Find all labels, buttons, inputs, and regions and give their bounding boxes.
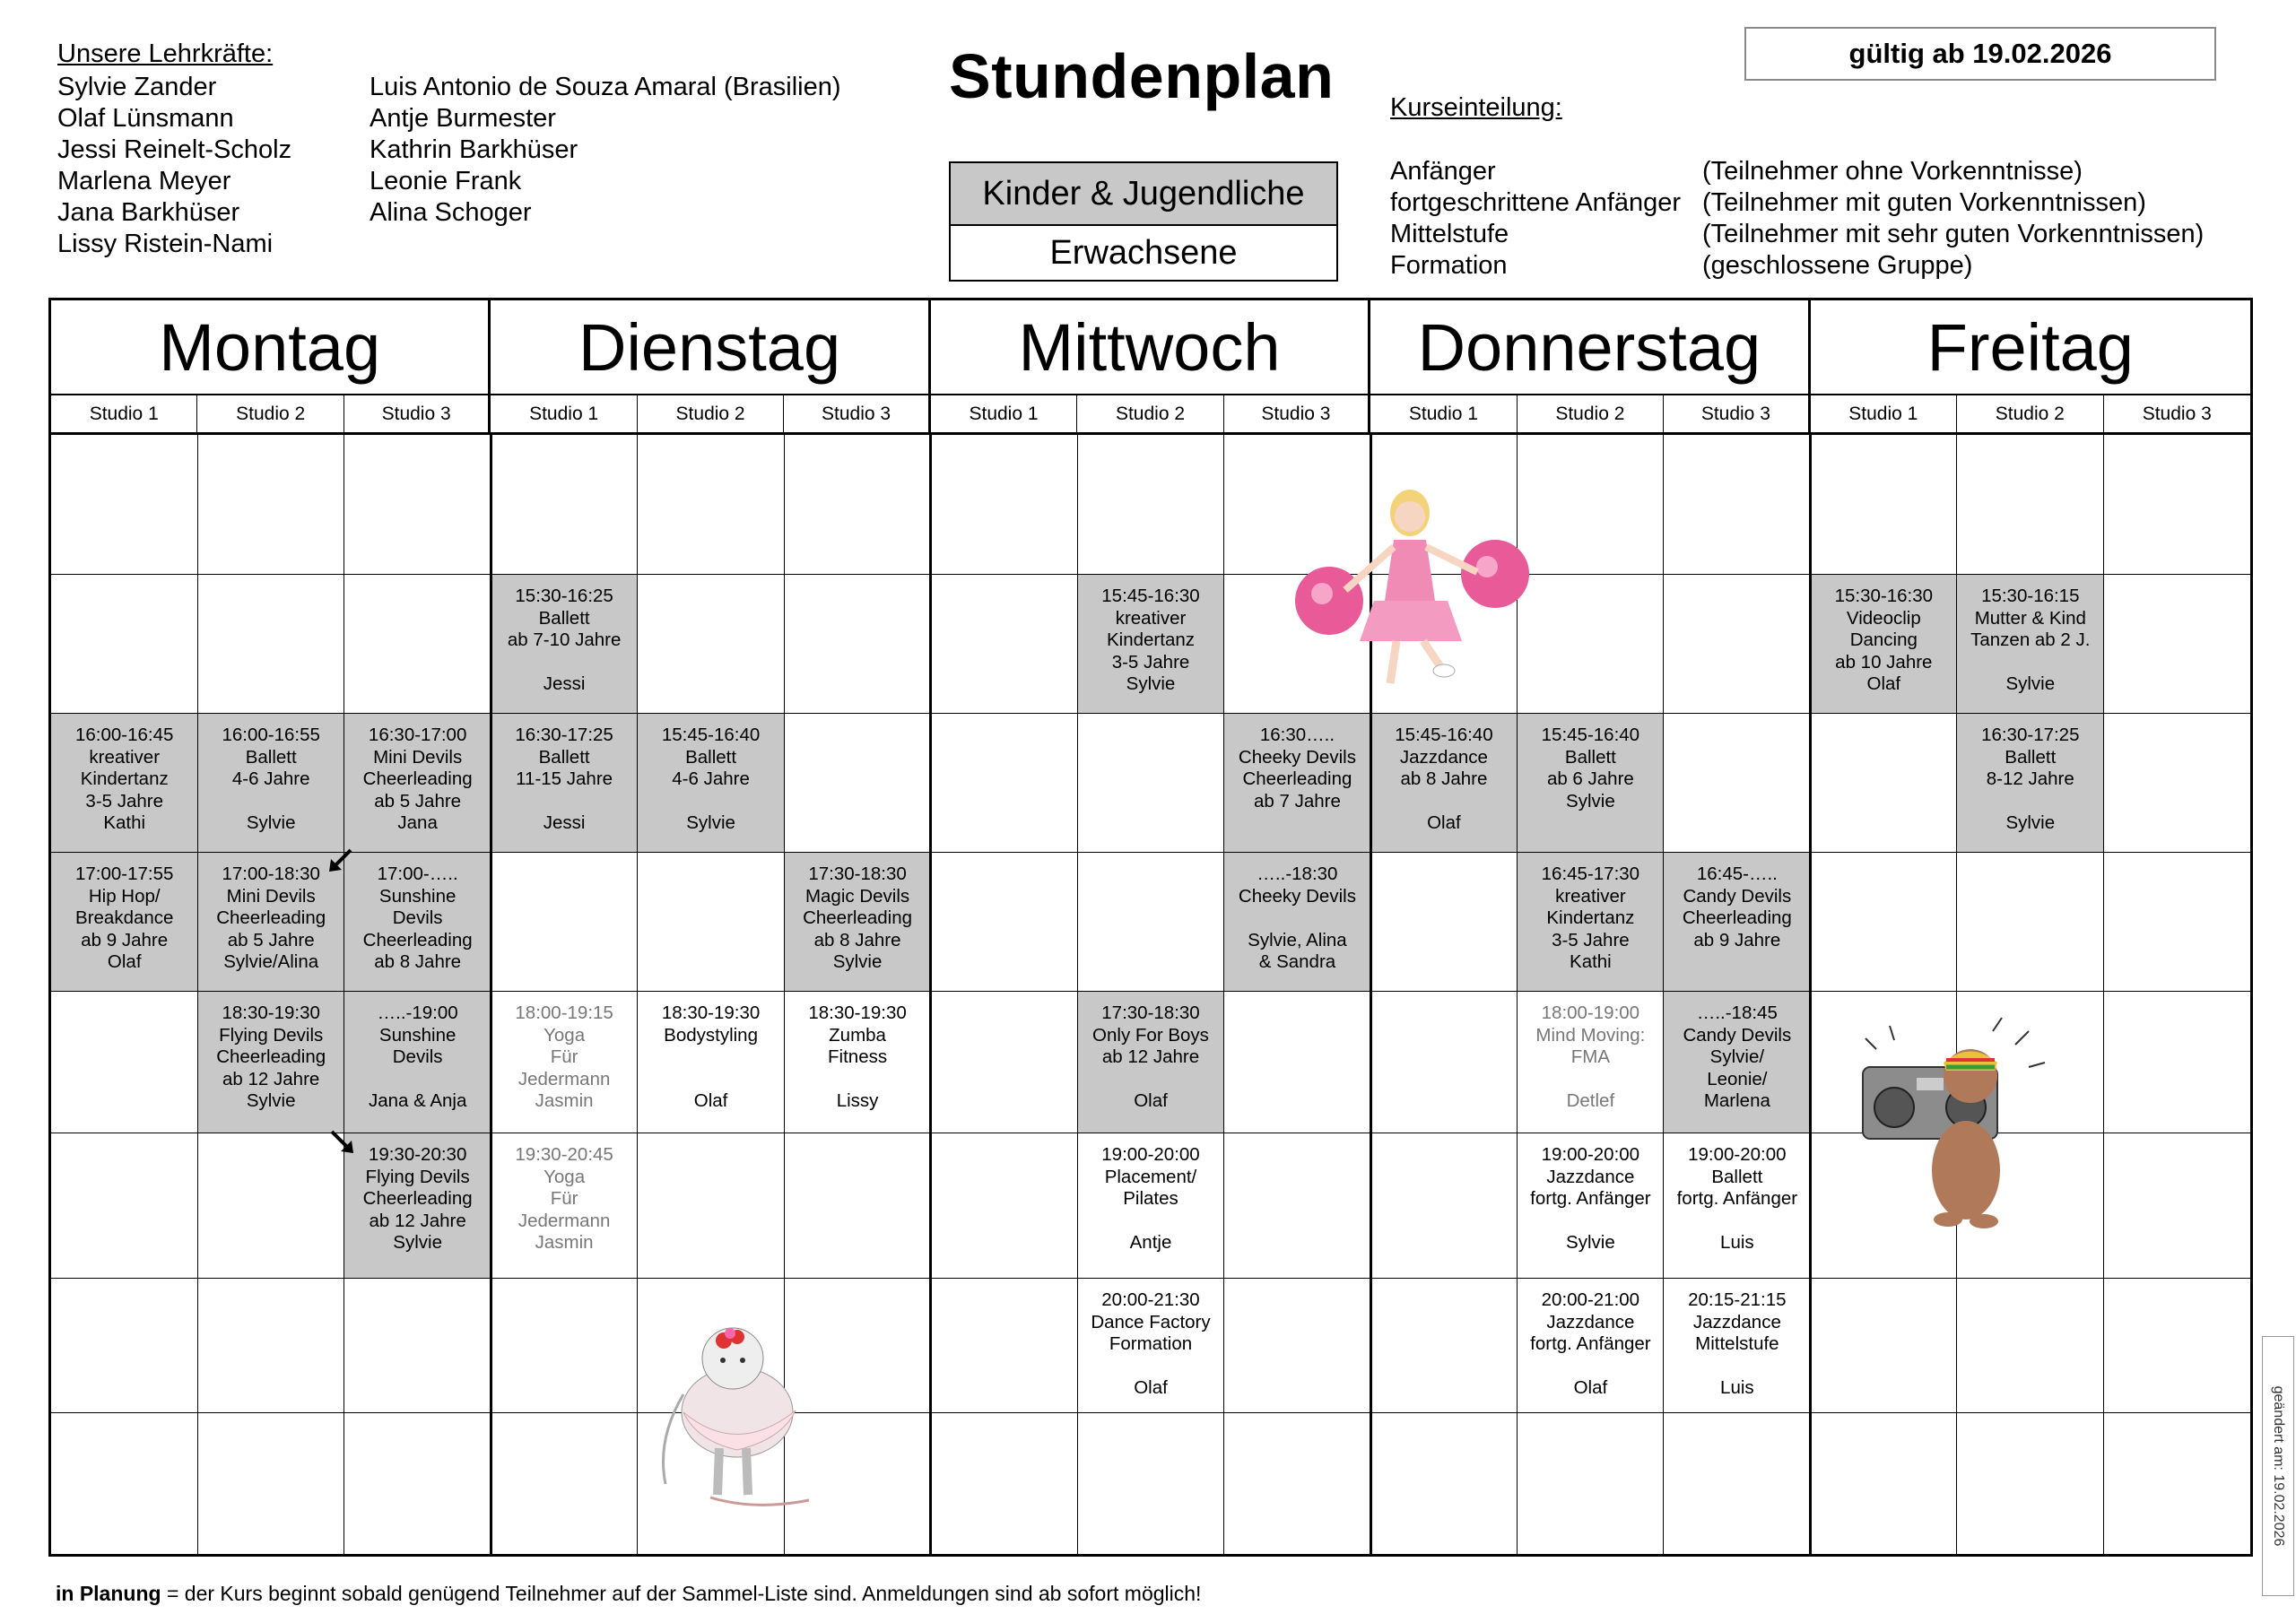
teachers-list-2 bbox=[370, 72, 841, 229]
class-slot: 20:00-21:00 Jazzdance fortg. Anfänger Olaf bbox=[1530, 1289, 1651, 1399]
class-slot: 15:45-16:40 Jazzdance ab 8 Jahre Olaf bbox=[1370, 713, 1517, 852]
changed-date-box bbox=[2262, 1336, 2294, 1596]
grid-hline bbox=[51, 1278, 2250, 1279]
teachers-list-1 bbox=[57, 72, 291, 260]
class-slot: 16:45-17:30 kreativer Kindertanz 3-5 Jahre Kathi bbox=[1518, 852, 1664, 991]
course-desc: (Teilnehmer ohne Vorkenntnisse) bbox=[1702, 157, 2083, 186]
teacher-name: Lissy Ristein-Nami bbox=[57, 230, 274, 258]
grid-hline bbox=[51, 713, 2250, 714]
studio-header: Studio 1 bbox=[1370, 395, 1517, 433]
day-header-donnerstag: Donnerstag bbox=[1370, 300, 1810, 394]
grid-vline bbox=[929, 435, 932, 1554]
class-slot: 19:30-20:45 Yoga Für Jedermann Jasmin bbox=[515, 1144, 613, 1254]
course-row bbox=[1390, 187, 2204, 219]
teacher-name: Luis Antonio de Souza Amaral (Brasilien) bbox=[370, 73, 841, 101]
page-title: Stundenplan bbox=[949, 41, 1335, 111]
legend-adults: Erwachsene bbox=[1049, 233, 1238, 272]
grid-vline bbox=[490, 435, 492, 1554]
class-slot: 18:30-19:30 Bodystyling Olaf bbox=[661, 1002, 761, 1112]
course-name: Mittelstufe bbox=[1390, 220, 1509, 248]
class-slot: 16:30….. Cheeky Devils Cheerleading ab 7 Jahre bbox=[1224, 713, 1370, 852]
arrow-icon bbox=[329, 1129, 356, 1156]
class-slot: 15:45-16:40 Ballett ab 6 Jahre Sylvie bbox=[1518, 713, 1664, 852]
grid-hline bbox=[51, 1412, 2250, 1413]
teachers-heading: Unsere Lehrkräfte: bbox=[57, 39, 274, 68]
studio-header: Studio 2 bbox=[638, 395, 784, 433]
cheerleader-illustration bbox=[1275, 475, 1544, 690]
class-slot: 16:30-17:00 Mini Devils Cheerleading ab 5 Jahre Jana bbox=[344, 713, 491, 852]
day-header-freitag: Freitag bbox=[1926, 309, 2134, 385]
grid-vline bbox=[2103, 435, 2104, 1554]
class-slot: 15:30-16:30 Videoclip Dancing ab 10 Jahre Olaf bbox=[1811, 574, 1957, 713]
ballet-cat-illustration bbox=[630, 1305, 863, 1520]
grid-vline bbox=[1809, 435, 1812, 1554]
teacher-name: Alina Schoger bbox=[370, 198, 532, 227]
class-slot: 16:00-16:55 Ballett 4-6 Jahre Sylvie bbox=[197, 713, 344, 852]
course-desc: (Teilnehmer mit guten Vorkenntnissen) bbox=[1702, 188, 2146, 217]
cat-boombox-illustration bbox=[1840, 1013, 2065, 1237]
legend-kids: Kinder & Jugendliche bbox=[951, 163, 1336, 226]
class-slot: 19:00-20:00 Ballett fortg. Anfänger Luis bbox=[1676, 1144, 1798, 1254]
courses-heading: Kurseinteilung: bbox=[1390, 93, 1562, 122]
studio-header: Studio 2 bbox=[1518, 395, 1664, 433]
footnote bbox=[56, 1582, 1201, 1606]
course-row bbox=[1390, 156, 2204, 187]
studio-header: Studio 3 bbox=[2142, 404, 2212, 424]
grid-vline bbox=[1663, 435, 1664, 1554]
class-slot: 15:30-16:15 Mutter & Kind Tanzen ab 2 J. Sylvie bbox=[1957, 574, 2103, 713]
grid-vline bbox=[1077, 435, 1078, 1554]
class-slot: …..-18:45 Candy Devils Sylvie/ Leonie/ Marlena bbox=[1664, 991, 1810, 1133]
grid-hline bbox=[51, 574, 2250, 575]
teacher-name: Kathrin Barkhüser bbox=[370, 135, 578, 164]
class-slot: 19:00-20:00 Placement/ Pilates Antje bbox=[1101, 1144, 1200, 1254]
studio-header: Studio 1 bbox=[491, 395, 637, 433]
class-slot: 16:00-16:45 kreativer Kindertanz 3-5 Jahre Kathi bbox=[51, 713, 197, 852]
footnote-text: = der Kurs beginnt sobald genügend Teilnehmer auf der Sammel-Liste sind. Anmeldungen sind ab sofort möglich! bbox=[161, 1582, 1202, 1605]
studio-header: Studio 3 bbox=[1664, 395, 1810, 433]
class-slot: 20:15-21:15 Jazzdance Mittelstufe Luis bbox=[1688, 1289, 1787, 1399]
class-slot: 17:00-17:55 Hip Hop/ Breakdance ab 9 Jahre Olaf bbox=[51, 852, 197, 991]
class-slot: 16:30-17:25 Ballett 11-15 Jahre Jessi bbox=[491, 713, 637, 852]
class-slot: 18:00-19:15 Yoga Für Jedermann Jasmin bbox=[515, 1002, 613, 1112]
class-slot: 17:00-….. Sunshine Devils Cheerleading ab 8 Jahre bbox=[344, 852, 491, 991]
day-header-mittwoch: Mittwoch bbox=[931, 300, 1370, 394]
course-desc: (Teilnehmer mit sehr guten Vorkenntnissen) bbox=[1702, 220, 2205, 248]
class-slot: 19:00-20:00 Jazzdance fortg. Anfänger Sylvie bbox=[1530, 1144, 1651, 1254]
teacher-name: Sylvie Zander bbox=[57, 73, 217, 101]
studio-header: Studio 2 bbox=[197, 395, 344, 433]
studio-header: Studio 1 bbox=[1811, 395, 1957, 433]
valid-from-box: gültig ab 19.02.2026 bbox=[1744, 27, 2216, 81]
timetable-grid bbox=[48, 298, 2253, 1557]
course-row bbox=[1390, 250, 2204, 282]
legend bbox=[949, 161, 1338, 282]
course-row bbox=[1390, 219, 2204, 250]
grid-hline bbox=[51, 991, 2250, 992]
changed-date: geändert am: 19.02.2026 bbox=[2271, 1385, 2286, 1547]
class-slot: 17:30-18:30 Only For Boys ab 12 Jahre Olaf bbox=[1077, 991, 1223, 1133]
class-slot: 16:30-17:25 Ballett 8-12 Jahre Sylvie bbox=[1957, 713, 2103, 852]
courses-list bbox=[1390, 156, 2204, 282]
class-slot: …..-19:00 Sunshine Devils Jana & Anja bbox=[344, 991, 491, 1133]
teacher-name: Leonie Frank bbox=[370, 167, 522, 195]
footnote-bold: in Planung bbox=[56, 1582, 161, 1605]
class-slot: …..-18:30 Cheeky Devils Sylvie, Alina & Sandra bbox=[1224, 852, 1370, 991]
class-slot: 15:45-16:40 Ballett 4-6 Jahre Sylvie bbox=[638, 713, 784, 852]
studio-header: Studio 3 bbox=[784, 395, 930, 433]
class-slot: 18:30-19:30 Zumba Fitness Lissy bbox=[808, 1002, 907, 1112]
class-slot: 18:30-19:30 Flying Devils Cheerleading ab 12 Jahre Sylvie bbox=[197, 991, 344, 1133]
arrow-icon bbox=[327, 847, 354, 874]
class-slot: 20:00-21:30 Dance Factory Formation Olaf bbox=[1091, 1289, 1211, 1399]
class-slot: 18:00-19:00 Mind Moving: FMA Detlef bbox=[1535, 1002, 1646, 1112]
grid-vline bbox=[1956, 435, 1957, 1554]
teacher-name: Olaf Lünsmann bbox=[57, 104, 234, 133]
teacher-name: Marlena Meyer bbox=[57, 167, 231, 195]
grid-vline bbox=[197, 435, 198, 1554]
course-name: Anfänger bbox=[1390, 157, 1496, 186]
studio-header: Studio 2 bbox=[1077, 395, 1223, 433]
teacher-name: Antje Burmester bbox=[370, 104, 556, 133]
studio-header: Studio 1 bbox=[931, 395, 1077, 433]
class-slot: 15:45-16:30 kreativer Kindertanz 3-5 Jahre Sylvie bbox=[1077, 574, 1223, 713]
course-desc: (geschlossene Gruppe) bbox=[1702, 251, 1973, 280]
studio-header: Studio 3 bbox=[1224, 395, 1370, 433]
grid-hline bbox=[51, 852, 2250, 853]
class-slot: 17:30-18:30 Magic Devils Cheerleading ab 8 Jahre Sylvie bbox=[784, 852, 930, 991]
studio-header: Studio 3 bbox=[344, 395, 491, 433]
day-header-dienstag: Dienstag bbox=[491, 300, 930, 394]
studio-header: Studio 2 bbox=[1957, 395, 2103, 433]
course-name: fortgeschrittene Anfänger bbox=[1390, 188, 1682, 217]
studio-header: Studio 1 bbox=[51, 395, 197, 433]
class-slot: 15:30-16:25 Ballett ab 7-10 Jahre Jessi bbox=[491, 574, 637, 713]
class-slot: 19:30-20:30 Flying Devils Cheerleading ab 12 Jahre Sylvie bbox=[344, 1133, 491, 1278]
class-slot: 16:45-….. Candy Devils Cheerleading ab 9 Jahre bbox=[1664, 852, 1810, 991]
class-slot: 17:00-18:30 Mini Devils Cheerleading ab 5 Jahre Sylvie/Alina bbox=[197, 852, 344, 991]
day-header-montag: Montag bbox=[51, 300, 491, 394]
course-name: Formation bbox=[1390, 251, 1508, 280]
studio-header-row bbox=[51, 394, 2250, 435]
teacher-name: Jessi Reinelt-Scholz bbox=[57, 135, 292, 164]
teacher-name: Jana Barkhüser bbox=[57, 198, 240, 227]
grid-vline bbox=[1223, 435, 1224, 1554]
